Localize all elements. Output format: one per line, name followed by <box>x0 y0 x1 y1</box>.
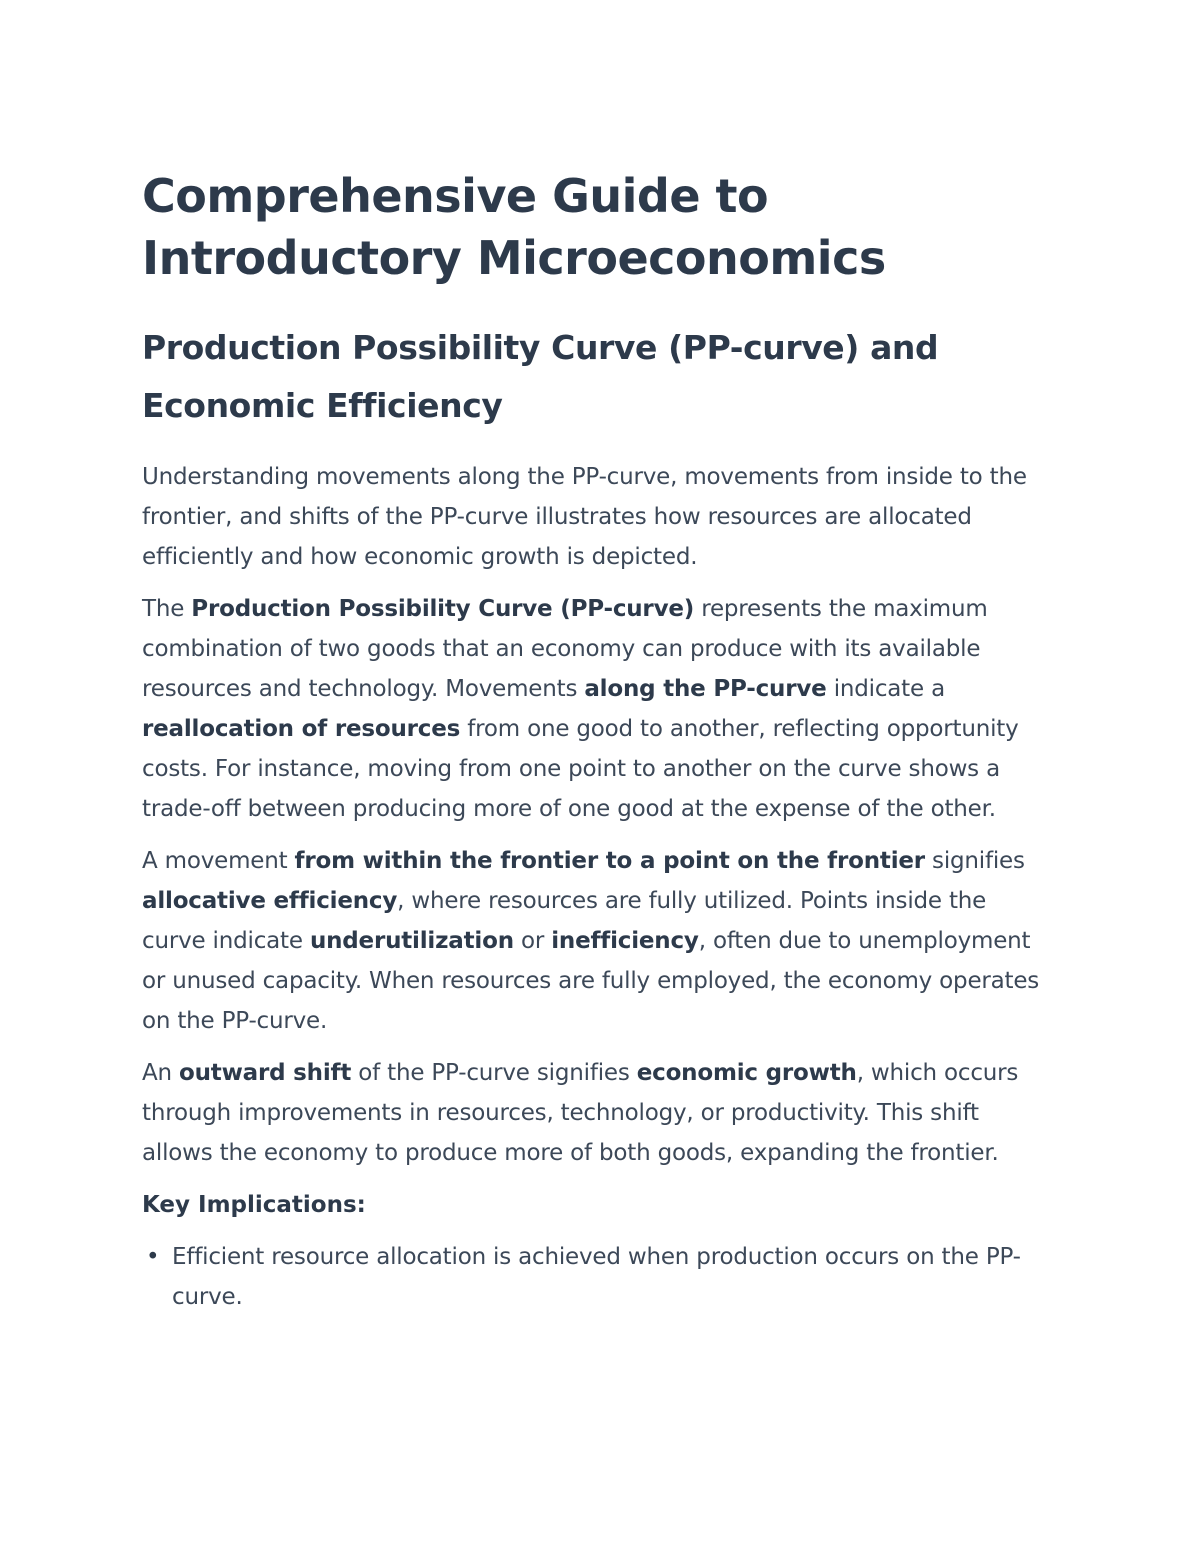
bold-term: economic growth <box>636 1060 857 1086</box>
bold-term: allocative efficiency <box>142 888 398 914</box>
text-run: , which occurs through improvements in resources, technology, or productivity. This shift allows the economy to produce more of both goods, expanding the frontier. <box>142 1060 1019 1166</box>
bold-term: from within the frontier to a point on the frontier <box>294 848 925 874</box>
bold-term: along the PP-curve <box>584 676 827 702</box>
text-run: , often due to unemployment or unused capacity. When resources are fully employed, the economy operates on the PP-curve. <box>142 928 1040 1034</box>
page-title: Comprehensive Guide to Introductory Microeconomics <box>142 169 886 285</box>
text-run: of the PP-curve signifies <box>351 1060 637 1086</box>
bold-term: outward shift <box>179 1060 352 1086</box>
list-item-text: Efficient resource allocation is achieved when production occurs on the PP-curve. <box>172 1244 1021 1310</box>
text-run: signifies <box>924 848 1025 874</box>
bold-term: inefficiency <box>551 928 699 954</box>
bold-term: reallocation of resources <box>142 716 461 742</box>
bold-term: underutilization <box>309 928 514 954</box>
implications-list <box>142 1237 1050 1317</box>
efficiency-paragraph <box>142 841 1050 1041</box>
text-run: The <box>142 596 192 622</box>
intro-paragraph: Understanding movements along the PP-curve, movements from inside to the frontier, and shifts of the PP-curve illustrates how resources are allocated efficiently and how economic growth is depicted. <box>142 464 1027 570</box>
text-run: An <box>142 1060 180 1086</box>
bold-term: Production Possibility Curve (PP-curve) <box>191 596 695 622</box>
pp-curve-paragraph <box>142 589 1050 829</box>
section-heading: Production Possibility Curve (PP-curve) and Economic Efficiency <box>142 328 939 425</box>
text-run: or <box>513 928 552 954</box>
text-run: from one good to another, reflecting opportunity costs. For instance, moving from one point to another on the curve shows a trade-off between producing more of one good at the expense of the other. <box>142 716 1019 822</box>
list-item <box>142 1237 1050 1317</box>
text-run: , where resources are fully utilized. Points inside the curve indicate <box>142 888 987 954</box>
growth-paragraph <box>142 1053 1050 1173</box>
text-run: represents the maximum combination of two goods that an economy can produce with its available resources and technology. Movements <box>142 596 988 702</box>
bullet-icon: • <box>146 1244 160 1270</box>
text-run: A movement <box>142 848 295 874</box>
key-implications-heading: Key Implications: <box>142 1192 366 1218</box>
text-run: indicate a <box>826 676 945 702</box>
